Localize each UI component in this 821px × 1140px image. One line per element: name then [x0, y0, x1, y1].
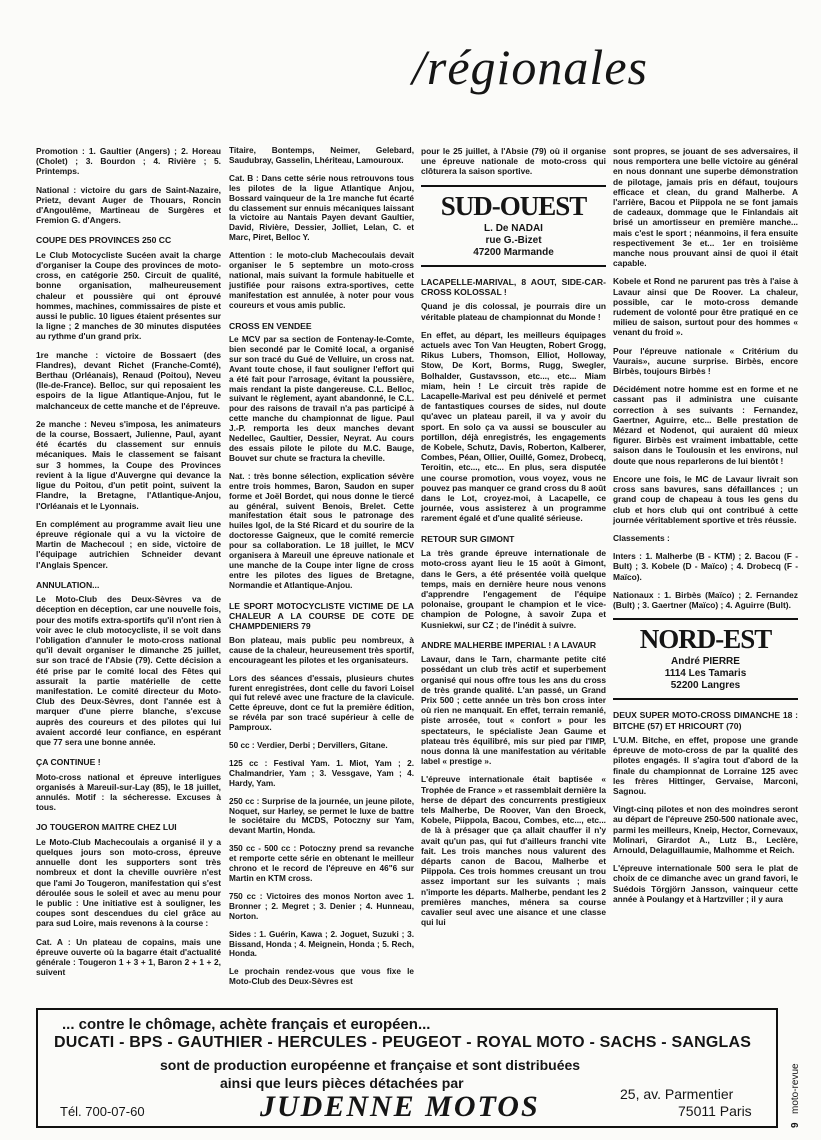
paragraph: Nationaux : 1. Birbès (Maïco) ; 2. Fernandez (Bult) ; 3. Gaertner (Maïco) ; 4. Aguirre (Bult). [613, 589, 798, 610]
paragraph: Attention : le moto-club Machecoulais devait organiser le 5 septembre un moto-cross national, mais suivant la formule habituelle et justifiée pour raisons extra-sportives, cette manifestation est annulée, à noter pour vous coureurs et vous amis public. [229, 251, 414, 310]
company-logo: JUDENNE MOTOS [260, 1090, 540, 1123]
correspondent-city: 47200 Marmande [473, 246, 554, 258]
paragraph: Le Moto-Club Machecoulais a organisé il y a quelques jours son moto-cross, épreuve annuelle dont les supporters sont très nombreux et dont la cheville ouvrière n'est que l'ami Jo Tougeron, manifestation qui s'est déroulée sous le soleil et avec au menu pour le public : Une initiative est à souligner, les coupes sont descendues du ciel grâce au para sud Loire, mais revenons à la course : [36, 836, 221, 929]
paragraph: Le prochain rendez-vous que vous fixe le Moto-Club des Deux-Sèvres est [229, 967, 414, 987]
paragraph: Le Club Motocycliste Sucéen avait la charge d'organiser la Coupe des provinces de moto-cross, en catégorie 250. Circuit de qualité, bonne organisation, malheureusement chaleur et poussière qui ont éprouvé hommes, machines, commissaires de piste et aussi le public. 10 ligues étaient présentes sur la ligne ; 2 manches de 30 minutes disputées au rythme d'un grand prix. [36, 249, 221, 342]
ad-text-line: ainsi que leurs pièces détachées par [220, 1075, 464, 1091]
paragraph: 750 cc : Victoires des monos Norton avec 1. Bronner ; 2. Megret ; 3. Denier ; 4. Hunneau, Norton. [229, 891, 414, 921]
paragraph: 250 cc : Surprise de la journée, un jeune pilote, Noquet, sur Harley, se permet le luxe de battre le sociétaire du MCDS, Potoczny sur Yam, devant Martin, Honda. [229, 796, 414, 836]
article-column-4 [613, 146, 798, 912]
paragraph: L'épreuve internationale 500 sera le plat de choix de ce dimanche avec un grand favori, le Suédois Törgjörn Jansson, vainqueur cette année à Poulangy et à Hartzviller ; il y aura [613, 863, 798, 904]
paragraph: En effet, au départ, les meilleurs équipages actuels avec Ton Van Heugten, Robert Grogg, Rikus Lubers, Thomson, Elliot, Holloway, Stow, De Kort, Borms, Rugg, Swegler, Bolhalder, Gustavsson, etc..., etc... Miam miam, hein ! Le circuit très rapide de Lacapelle-Marival est peu dénivelé et permet de fantastiques courses de sides, nul doute qu'avec un plateau pareil, il va y avoir du sport. En solo ça va aussi se bousculer au portillon, déjà enregistrés, les engagements de Kobele, Schutz, Davis, Roberton, Kalberer, Combes, Péan, Ollier, Ouillé, Gomez, Drobecq, Teroitin, etc..., etc... En plus, sera disputée une course promotion, vous voyez, vous ne pouvez pas manquer ce grand cross du 8 août dans le Lot, croyez-moi, à Lacapelle, ce journée, vous assisterez à un programme rarement égalé et d'une qualité sérieuse. [421, 329, 606, 524]
correspondent-street: rue G.-Bizet [485, 234, 542, 246]
paragraph: Sides : 1. Guérin, Kawa ; 2. Joguet, Suzuki ; 3. Bissand, Honda ; 4. Meignein, Honda ; 5. Rech, Honda. [229, 929, 414, 959]
paragraph: Inters : 1. Malherbe (B - KTM) ; 2. Bacou (F - Bult) ; 3. Kobele (D - Maïco) ; 4. Drobecq (F - Maïco). [613, 551, 798, 582]
paragraph: Bon plateau, mais public peu nombreux, à cause de la chaleur, heureusement très sportif, encourageant les pilotes et les organisateurs. [229, 635, 414, 665]
article-heading: LACAPELLE-MARIVAL, 8 AOUT, SIDE-CAR-CROSS KOLOSSAL ! [421, 276, 606, 298]
paragraph: Promotion : 1. Gaultier (Angers) ; 2. Horeau (Cholet) ; 3. Bourdon ; 4. Rivière ; 5. Printemps. [36, 146, 221, 177]
paragraph: Moto-cross national et épreuve interligues organisés à Mareuil-sur-Lay (85), le 18 juillet, annulés. Motif : la sécheresse. Excuses à tous. [36, 771, 221, 813]
correspondent-name: L. De NADAI [484, 222, 543, 234]
article-heading: LE SPORT MOTOCYCLISTE VICTIME DE LA CHALEUR A LA COURSE DE COTE DE CHAMPDENIERS 79 [229, 600, 414, 632]
paragraph: 1re manche : victoire de Bossaert (des Flandres), devant Richet (Franche-Comté), Berthau (Orléanais), Renaud (Poitou), Neveu (Ile-de-France). Belloc, sur qui reposaient les espoirs de la ligue Atlantique-Anjou, fut le malchanceux de cette manche et de l'épreuve. [36, 349, 221, 411]
paragraph: Cat. B : Dans cette série nous retrouvons tous les pilotes de la ligue Atlantique Anjou, Bossard vainqueur de la 1re manche fut écarté du classement sur ennuis mécaniques laissant la victoire au Nantais Payen devant Gaultier, David, Rivière, Dessier, Jolliet, Lelan, C. et Marc, Piret, Belloc Y. [229, 173, 414, 243]
paragraph: Le MCV par sa section de Fontenay-le-Comte, bien secondé par le Comité local, a organisé sur son tracé du Gué de Velluire, un cross nat. Avant toute chose, il faut souligner l'effort qui a été fait pour l'arrosage, évitant la poussière, mais rendant la piste dangereuse. C.L. Belloc, suivant le règlement, ayant abandonné, le C.L. pour des raisons de travail n'a pas participé à cette manche du championnat de ligue. Paul J.-P. remporta les deux manches devant Nedellec, Gaultier, Dessier, Neyrat. Au cours des essais pilote le pilote du M.C. Bauge, Bouvet sur chute se fractura la cheville. [229, 335, 414, 463]
ad-address-city: 75011 Paris [678, 1103, 752, 1119]
article-heading: JO TOUGERON MAITRE CHEZ LUI [36, 822, 177, 833]
paragraph: 125 cc : Festival Yam. 1. Miot, Yam ; 2. Chalmandrier, Yam ; 3. Vessgave, Yam ; 4. Hardy, Yam. [229, 758, 414, 788]
paragraph: L'U.M. Bitche, en effet, propose une grande épreuve de moto-cross de par la qualité des pilotes engagés. Il s'agira tout d'abord de la finale du championnat de Lorraine 125 avec les frères Hittinger, Gervaise, Marconi, Sagnou. [613, 734, 798, 796]
paragraph: La très grande épreuve internationale de moto-cross ayant lieu le 15 août à Gimont, dans le Gers, a été présentée voilà quelque temps, mais en dernière heure nous venons d'apprendre l'engagement de l'équipe polonaise, groupant le champion et le vice-champion de Pologne, à savoir Zupa et Kusniekwi, sur CZ ; de l'inédit à suivre. [421, 548, 606, 630]
ad-address-street: 25, av. Parmentier [620, 1086, 734, 1102]
paragraph: National : victoire du gars de Saint-Nazaire, Prietz, devant Auger de Thouars, Roncin d'Angoulême, Martineau de Surgères et Fremion G. d'Angers. [36, 184, 221, 226]
paragraph: Nat. : très bonne sélection, explication sévère entre trois hommes, Baron, Saudon en super forme et Joël Bordet, qui nous donne le tiercé au général, suivent Benois, Brelet. Cette manifestation était sous le patronage des huiles Igol, de la Sté Ricard et du sourire de la doctoresse Gaigneux, que le comité remercie pour sa collaboration. Le 18 juillet, le MCV organisera à Mareuil une épreuve nationale et une manche de la Coupe inter ligne de cross entre les pilotes des ligues de Bretagne, Normandie et Atlantique-Anjou. [229, 471, 414, 590]
paragraph: sont propres, se jouant de ses adversaires, il nous remportera une belle victoire au général en nous donnant une superbe démonstration de pilotage, jamais pris en défaut, toujours efficace et clean, du grand Malherbe. A l'arrière, Bacou et Piippola ne se font jamais de cadeaux, dommage que le Finlandais ait brisé un amortisseur en première manche... mais c'est le sport ; néanmoins, il fera ensuite respectivement 3e et... 1er en troisième manche nous prouvant ainsi de quoi il était capable. [613, 146, 798, 269]
paragraph: pour le 25 juillet, à l'Absie (79) où il organise une épreuve nationale de moto-cross qui clôturera la saison sportive. [421, 146, 606, 177]
article-column-1 [36, 146, 221, 985]
paragraph: Classements : [613, 532, 670, 543]
paragraph: Quand je dis colossal, je pourrais dire un véritable plateau de championnat du Monde ! [421, 301, 606, 322]
ad-slogan: ... contre le chômage, achète français et européen... [62, 1016, 431, 1033]
paragraph: Le Moto-Club des Deux-Sèvres va de déception en déception, car une nouvelle fois, pour des motifs extra-sportifs qu'il n'ont rien à voir avec le club motocycliste, il se voit dans l'obligation d'annuler le moto-cross national qu'il devait organiser le dimanche 25 juillet, sur son tracé de l'Absie (79). Cette décision a été prise par le comité local des Fêtes qui assurait la partie matérielle de cette manifestation. Le comité directeur du Moto-Club des Deux-Sèvres, dont l'année est à marquer d'une pierre blanche, s'excuse auprès des coureurs et des pilotes qui lui avaient accordé leur confiance, en espérant que 77 sera une bonne année. [36, 594, 221, 747]
ad-phone: Tél. 700-07-60 [60, 1104, 145, 1119]
publication-name: moto-revue [790, 1063, 801, 1114]
paragraph: 2e manche : Neveu s'imposa, les animateurs de la course, Bossaert, Julienne, Paul, ayant été écartés du classement sur ennuis mécaniques. Mais le classement se faisant sur 3 hommes, la Coupe des Provinces revient à la ligue d'Auvergne qui devance la ligue du Poitou, d'un petit point, suivent la Flandre, la Bretagne, l'Atlantique-Anjou, l'Orléanais et le Lyonnais. [36, 418, 221, 511]
correspondent-city: 52200 Langres [670, 680, 741, 692]
paragraph: Pour l'épreuve nationale « Critérium du Vaurais», aucune surprise. Birbès, encore Birbès, toujours Birbès ! [613, 345, 798, 377]
region-title: SUD-OUEST [440, 190, 587, 221]
paragraph: Kobele et Rond ne parurent pas très à l'aise à Lavaur ainsi que De Roover. La chaleur, possible, car le moto-cross demande rudement de volonté pour être pratiqué en ce milieu de saison, surtout pour des hommes « venant du froid ». [613, 276, 798, 338]
article-heading: RETOUR SUR GIMONT [421, 533, 515, 544]
ad-brands: DUCATI - BPS - GAUTHIER - HERCULES - PEUGEOT - ROYAL MOTO - SACHS - SANGLAS [54, 1034, 752, 1051]
article-heading: ANNULATION... [36, 579, 100, 590]
region-title: NORD-EST [639, 624, 772, 655]
paragraph: Titaire, Bontemps, Neimer, Gelebard, Saudubray, Gasselin, Lhériteau, Lamouroux. [229, 146, 414, 165]
ad-text-line: sont de production européenne et française et sont distribuées [160, 1057, 581, 1073]
article-heading: DEUX SUPER MOTO-CROSS DIMANCHE 18 : BITCHE (57) ET HRICOURT (70) [613, 710, 798, 731]
article-column-2 [229, 146, 414, 995]
section-title: /régionales [412, 39, 648, 95]
article-column-3 [421, 146, 606, 935]
article-heading: COUPE DES PROVINCES 250 CC [36, 235, 172, 246]
page-footer [790, 1063, 806, 1128]
region-box-sud-ouest [421, 185, 606, 267]
page-number: 9 [790, 1122, 801, 1128]
advertisement-box [36, 1008, 778, 1128]
paragraph: Vingt-cinq pilotes et non des moindres seront au départ de l'épreuve 250-500 nationale avec, parmi les meilleurs, Kneip, Hector, Cornevaux, Molinari, Girardot A., Lutz B., Leclère, Arnould, Delaguillaumie, Malhomme et Reich. [613, 804, 798, 855]
article-heading: ÇA CONTINUE ! [36, 757, 101, 768]
region-box-nord-est [613, 618, 798, 700]
paragraph: Cat. A : Un plateau de copains, mais une épreuve ouverte où la bagarre était d'actualité générale : Tougeron 1 + 3 + 1, Baron 2 + 1 + 2, suivent [36, 936, 221, 978]
article-heading: ANDRE MALHERBE IMPERIAL ! A LAVAUR [421, 639, 597, 650]
article-heading: CROSS EN VENDEE [229, 320, 312, 331]
correspondent-name: André PIERRE [671, 656, 740, 668]
paragraph: 350 cc - 500 cc : Potoczny prend sa revanche et remporte cette série en obtenant le meilleur chrono et le record de l'épreuve en 46"6 sur Martin en KTM cross. [229, 844, 414, 883]
paragraph: Lors des séances d'essais, plusieurs chutes furent enregistrées, dont celle du favori Loisel qui fut relevé avec une fracture de la clavicule. Cette épreuve, dont ce fut la première édition, se révéla par son tracé supérieur à celle de Pamproux. [229, 673, 414, 733]
paragraph: En complément au programme avait lieu une épreuve régionale qui a vu la victoire de Martin de Machecoul ; en side, victoire de l'équipage autrichien Schneider devant l'Anglais Spencer. [36, 518, 221, 570]
correspondent-street: 1114 Les Tamaris [664, 668, 747, 680]
paragraph: Lavaur, dans le Tarn, charmante petite cité possédant un club très actif et superbement organisé qui nous offre tous les ans du cross de très grande qualité. L'an passé, un Grand Prix 500 ; cette année un très bon cross inter où rien ne manquait. En effet, terrain remanié, piste arrosée, tout « confort » pour les spectateurs, le spécialiste Jean Gaume et plateau très équilibré, mis sur pied par l'IMP, nous donna là une manifestation au véritable label « prestige ». [421, 654, 606, 767]
paragraph: Encore une fois, le MC de Lavaur livrait son cross sans bavures, sans défaillances ; un grand coup de chapeau à tous les gens du club et hors club qui ont contribué à cette journée véritablement sportive et très réussie. [613, 473, 798, 525]
paragraph: Décidément notre homme est en forme et ne cassant pas il administra une cuisante correction à ses suivants : Fernandez, Gaertner, Aguirre, etc... Belle prestation de Mézard et Nodenot, qui auraient dû mieux figurer. Birbès est vraiment imbattable, cette saison dans le Toulousin et les environs, nul doute que nous reparlerons de lui bientôt ! [613, 384, 798, 466]
paragraph: 50 cc : Verdier, Derbi ; Dervillers, Gitane. [229, 741, 388, 751]
paragraph: L'épreuve internationale était baptisée « Trophée de France » et rassemblait dernière la herse de départ des concurrents prestigieux tels Malherbe, De Roover, Van den Broeck, Kobele, Piippola, Bacou, Combes, etc..., etc... de là à présager que ça allait chauffer il n'y avait qu'un pas, qui fut d'ailleurs franchi vite fait. Les trois manches nous valurent des départs canon de Bacou, Malherbe et Piippola. Ces trois hommes creusant un trou assez important sur les suivants ; mais n'importe les départs. Malherbe, pendant les 2 premières manches, ménera sa course cavalier seul avec une aisance et une classe qui lui [421, 774, 606, 928]
